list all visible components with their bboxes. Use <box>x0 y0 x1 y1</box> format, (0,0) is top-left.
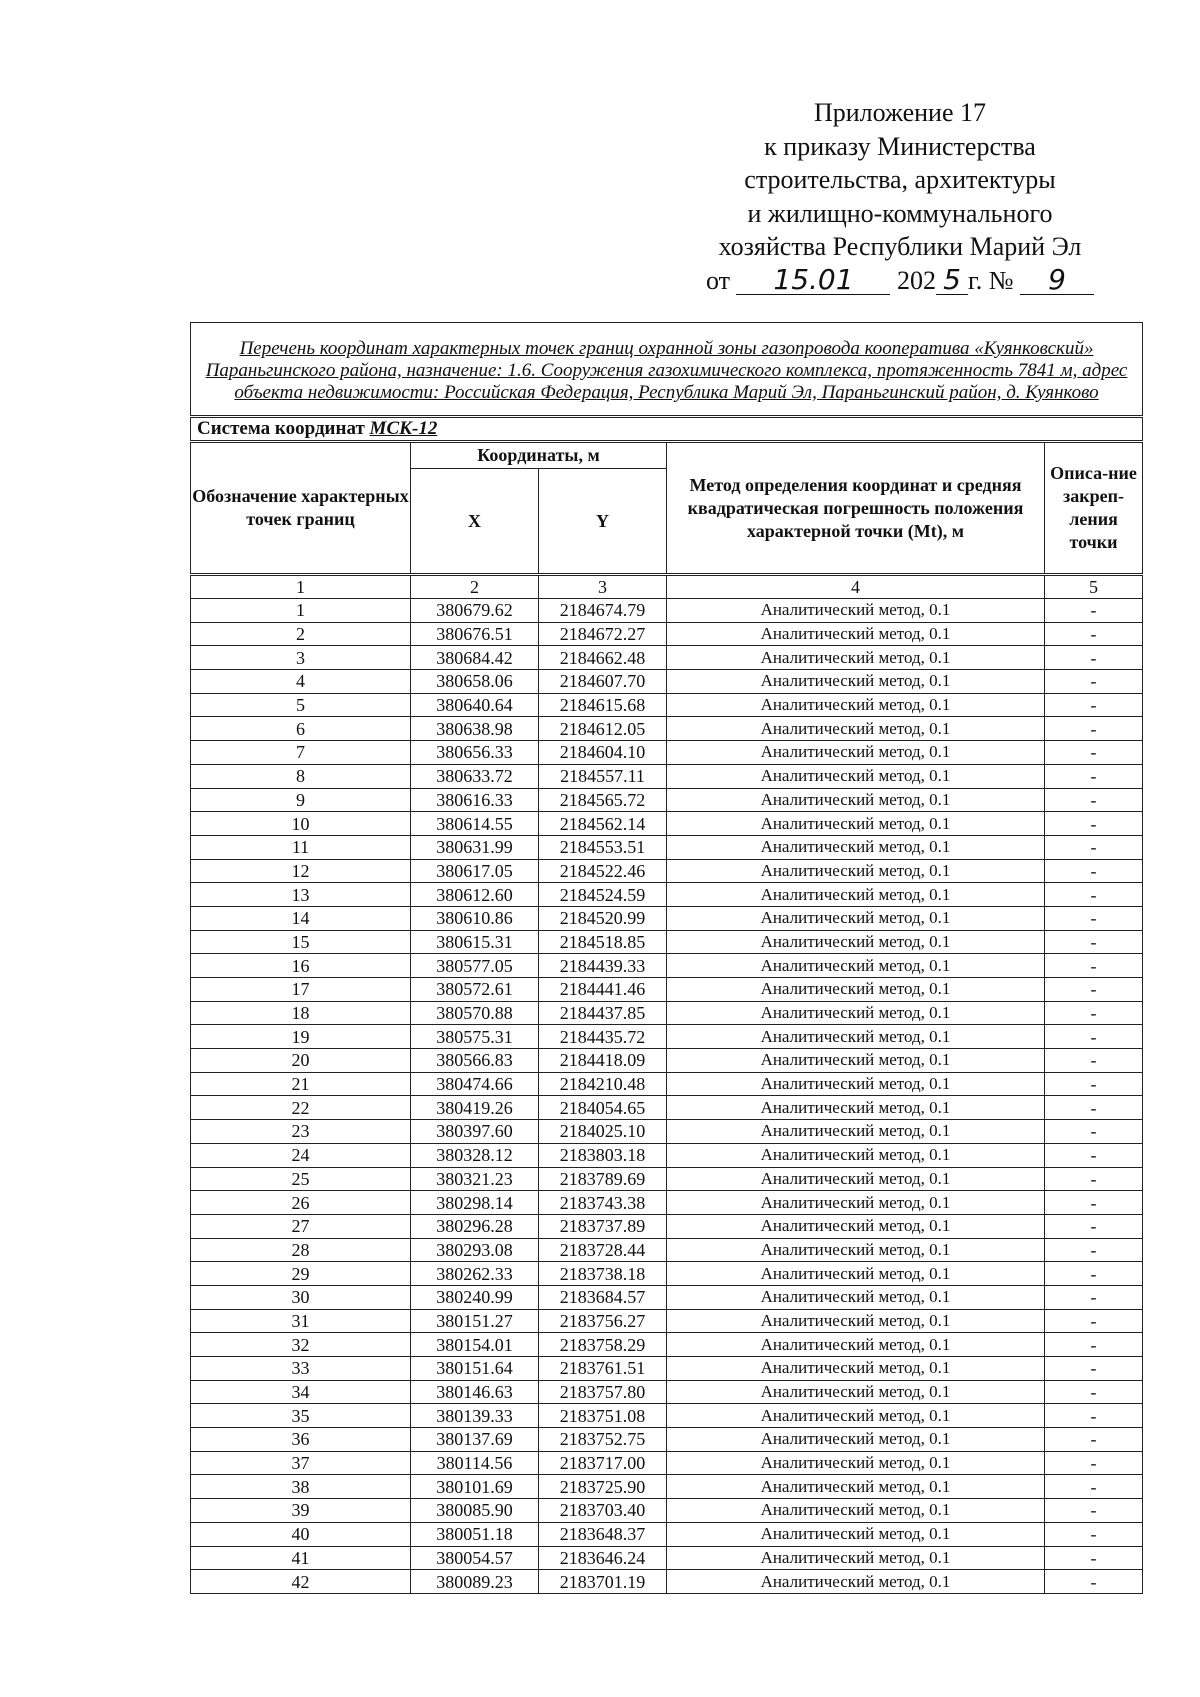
x-coordinate-cell: 380051.18 <box>411 1522 539 1546</box>
header-line: хозяйства Республики Марий Эл <box>718 232 1082 262</box>
table-row <box>191 1191 1143 1215</box>
point-number-cell: 20 <box>191 1049 411 1073</box>
y-coordinate-cell: 2184524.59 <box>539 883 667 907</box>
x-coordinate-cell: 380633.72 <box>411 764 539 788</box>
method-cell: Аналитический метод, 0.1 <box>667 859 1045 883</box>
description-cell: - <box>1045 1214 1143 1238</box>
x-coordinate-cell: 380054.57 <box>411 1546 539 1570</box>
column-number: 2 <box>411 575 539 599</box>
method-cell: Аналитический метод, 0.1 <box>667 599 1045 623</box>
x-coordinate-cell: 380638.98 <box>411 717 539 741</box>
table-row <box>191 1120 1143 1144</box>
x-coordinate-cell: 380612.60 <box>411 883 539 907</box>
method-cell: Аналитический метод, 0.1 <box>667 906 1045 930</box>
description-cell: - <box>1045 954 1143 978</box>
point-number-cell: 42 <box>191 1570 411 1594</box>
x-coordinate-cell: 380640.64 <box>411 693 539 717</box>
x-coordinate-cell: 380262.33 <box>411 1262 539 1286</box>
table-row <box>191 1072 1143 1096</box>
method-cell: Аналитический метод, 0.1 <box>667 646 1045 670</box>
x-coordinate-cell: 380615.31 <box>411 930 539 954</box>
description-cell: - <box>1045 1522 1143 1546</box>
description-cell: - <box>1045 764 1143 788</box>
table-row <box>191 1451 1143 1475</box>
x-coordinate-cell: 380566.83 <box>411 1049 539 1073</box>
table-row <box>191 1096 1143 1120</box>
y-coordinate-cell: 2184662.48 <box>539 646 667 670</box>
table-row <box>191 1333 1143 1357</box>
y-coordinate-cell: 2184441.46 <box>539 978 667 1002</box>
description-cell: - <box>1045 1499 1143 1523</box>
point-number-cell: 38 <box>191 1475 411 1499</box>
point-number-cell: 40 <box>191 1522 411 1546</box>
method-cell: Аналитический метод, 0.1 <box>667 1001 1045 1025</box>
x-coordinate-cell: 380616.33 <box>411 788 539 812</box>
point-number-cell: 9 <box>191 788 411 812</box>
method-cell: Аналитический метод, 0.1 <box>667 693 1045 717</box>
method-cell: Аналитический метод, 0.1 <box>667 1475 1045 1499</box>
x-coordinate-cell: 380151.64 <box>411 1357 539 1381</box>
method-cell: Аналитический метод, 0.1 <box>667 1570 1045 1594</box>
order-from-label: от <box>705 265 730 295</box>
y-coordinate-cell: 2183758.29 <box>539 1333 667 1357</box>
point-number-cell: 7 <box>191 741 411 765</box>
x-coordinate-cell: 380293.08 <box>411 1238 539 1262</box>
table-row <box>191 1380 1143 1404</box>
coordinates-table-body <box>191 599 1143 1594</box>
y-coordinate-cell: 2184612.05 <box>539 717 667 741</box>
x-coordinate-cell: 380089.23 <box>411 1570 539 1594</box>
method-cell: Аналитический метод, 0.1 <box>667 1238 1045 1262</box>
y-coordinate-cell: 2184522.46 <box>539 859 667 883</box>
y-coordinate-cell: 2184435.72 <box>539 1025 667 1049</box>
coord-system-row <box>191 417 1143 442</box>
x-coordinate-cell: 380085.90 <box>411 1499 539 1523</box>
point-number-cell: 41 <box>191 1546 411 1570</box>
description-cell: - <box>1045 788 1143 812</box>
table-row <box>191 741 1143 765</box>
description-cell: - <box>1045 1025 1143 1049</box>
table-row <box>191 1357 1143 1381</box>
point-number-cell: 25 <box>191 1167 411 1191</box>
point-number-cell: 21 <box>191 1072 411 1096</box>
y-coordinate-cell: 2184437.85 <box>539 1001 667 1025</box>
description-cell: - <box>1045 1096 1143 1120</box>
description-cell: - <box>1045 883 1143 907</box>
table-title: Перечень координат характерных точек границ охранной зоны газопровода кооператива «Куянковский» Параньгинского района, назначение: 1.6. Сооружения газохимического комплекса, протяженность 7841 м, адрес объекта недвижимости: Российская Федерация, Республика Марий Эл, Параньгинский район, д. Куянково <box>191 323 1143 417</box>
table-row <box>191 1262 1143 1286</box>
column-number: 5 <box>1045 575 1143 599</box>
point-number-cell: 5 <box>191 693 411 717</box>
table-row <box>191 599 1143 623</box>
table-row <box>191 1428 1143 1452</box>
method-cell: Аналитический метод, 0.1 <box>667 1025 1045 1049</box>
order-year-prefix: 202 <box>896 265 936 295</box>
point-number-cell: 13 <box>191 883 411 907</box>
table-row <box>191 930 1143 954</box>
y-coordinate-cell: 2184553.51 <box>539 835 667 859</box>
y-coordinate-cell: 2183751.08 <box>539 1404 667 1428</box>
method-cell: Аналитический метод, 0.1 <box>667 835 1045 859</box>
table-row <box>191 717 1143 741</box>
method-cell: Аналитический метод, 0.1 <box>667 741 1045 765</box>
description-cell: - <box>1045 1357 1143 1381</box>
x-coordinate-cell: 380631.99 <box>411 835 539 859</box>
y-coordinate-cell: 2184054.65 <box>539 1096 667 1120</box>
y-coordinate-cell: 2184557.11 <box>539 764 667 788</box>
header-method: Метод определения координат и средняя квадратическая погрешность положения характерной точки (Mt), м <box>667 442 1045 575</box>
method-cell: Аналитический метод, 0.1 <box>667 1072 1045 1096</box>
description-cell: - <box>1045 1451 1143 1475</box>
description-cell: - <box>1045 693 1143 717</box>
point-number-cell: 6 <box>191 717 411 741</box>
method-cell: Аналитический метод, 0.1 <box>667 1285 1045 1309</box>
point-number-cell: 34 <box>191 1380 411 1404</box>
table-row <box>191 1285 1143 1309</box>
description-cell: - <box>1045 1262 1143 1286</box>
point-number-cell: 29 <box>191 1262 411 1286</box>
x-coordinate-cell: 380146.63 <box>411 1380 539 1404</box>
order-number-handwritten: 9 <box>1020 266 1094 295</box>
table-row <box>191 812 1143 836</box>
x-coordinate-cell: 380656.33 <box>411 741 539 765</box>
order-year-suffix: г. № <box>967 265 1014 295</box>
x-coordinate-cell: 380684.42 <box>411 646 539 670</box>
table-row <box>191 693 1143 717</box>
header-line: и жилищно-коммунального <box>747 198 1053 228</box>
point-number-cell: 35 <box>191 1404 411 1428</box>
coordinates-table <box>190 322 1143 1594</box>
description-cell: - <box>1045 1309 1143 1333</box>
description-cell: - <box>1045 930 1143 954</box>
coord-system-label: Система координат <box>197 418 365 439</box>
y-coordinate-cell: 2183737.89 <box>539 1214 667 1238</box>
description-cell: - <box>1045 1546 1143 1570</box>
header-description: Описа-ние закреп-ления точки <box>1045 442 1143 575</box>
description-cell: - <box>1045 835 1143 859</box>
description-cell: - <box>1045 978 1143 1002</box>
description-cell: - <box>1045 1475 1143 1499</box>
column-number: 3 <box>539 575 667 599</box>
header-line: Приложение 17 <box>813 98 987 127</box>
description-cell: - <box>1045 741 1143 765</box>
table-row <box>191 670 1143 694</box>
description-cell: - <box>1045 599 1143 623</box>
table-row <box>191 978 1143 1002</box>
description-cell: - <box>1045 1191 1143 1215</box>
table-row <box>191 1001 1143 1025</box>
point-number-cell: 19 <box>191 1025 411 1049</box>
order-date-handwritten: 15.01 <box>736 266 890 295</box>
point-number-cell: 31 <box>191 1309 411 1333</box>
method-cell: Аналитический метод, 0.1 <box>667 764 1045 788</box>
method-cell: Аналитический метод, 0.1 <box>667 717 1045 741</box>
y-coordinate-cell: 2184518.85 <box>539 930 667 954</box>
table-row <box>191 1522 1143 1546</box>
y-coordinate-cell: 2184562.14 <box>539 812 667 836</box>
method-cell: Аналитический метод, 0.1 <box>667 1262 1045 1286</box>
y-coordinate-cell: 2183728.44 <box>539 1238 667 1262</box>
y-coordinate-cell: 2183756.27 <box>539 1309 667 1333</box>
point-number-cell: 4 <box>191 670 411 694</box>
point-number-cell: 12 <box>191 859 411 883</box>
description-cell: - <box>1045 1120 1143 1144</box>
y-coordinate-cell: 2184418.09 <box>539 1049 667 1073</box>
description-cell: - <box>1045 717 1143 741</box>
method-cell: Аналитический метод, 0.1 <box>667 788 1045 812</box>
table-row <box>191 954 1143 978</box>
description-cell: - <box>1045 646 1143 670</box>
method-cell: Аналитический метод, 0.1 <box>667 1451 1045 1475</box>
x-coordinate-cell: 380101.69 <box>411 1475 539 1499</box>
table-row <box>191 1570 1143 1594</box>
x-coordinate-cell: 380151.27 <box>411 1309 539 1333</box>
method-cell: Аналитический метод, 0.1 <box>667 1357 1045 1381</box>
y-coordinate-cell: 2183703.40 <box>539 1499 667 1523</box>
y-coordinate-cell: 2183684.57 <box>539 1285 667 1309</box>
column-number: 4 <box>667 575 1045 599</box>
order-header <box>690 96 1110 298</box>
coordinates-table-wrapper <box>190 322 1142 1594</box>
x-coordinate-cell: 380676.51 <box>411 622 539 646</box>
description-cell: - <box>1045 1001 1143 1025</box>
method-cell: Аналитический метод, 0.1 <box>667 1380 1045 1404</box>
point-number-cell: 33 <box>191 1357 411 1381</box>
point-number-cell: 2 <box>191 622 411 646</box>
method-cell: Аналитический метод, 0.1 <box>667 1214 1045 1238</box>
column-number-row <box>191 575 1143 599</box>
method-cell: Аналитический метод, 0.1 <box>667 978 1045 1002</box>
description-cell: - <box>1045 622 1143 646</box>
x-coordinate-cell: 380610.86 <box>411 906 539 930</box>
y-coordinate-cell: 2184025.10 <box>539 1120 667 1144</box>
point-number-cell: 32 <box>191 1333 411 1357</box>
x-coordinate-cell: 380328.12 <box>411 1143 539 1167</box>
y-coordinate-cell: 2184210.48 <box>539 1072 667 1096</box>
table-row <box>191 1475 1143 1499</box>
table-row <box>191 1214 1143 1238</box>
table-row <box>191 883 1143 907</box>
method-cell: Аналитический метод, 0.1 <box>667 1167 1045 1191</box>
description-cell: - <box>1045 859 1143 883</box>
method-cell: Аналитический метод, 0.1 <box>667 1499 1045 1523</box>
y-coordinate-cell: 2183757.80 <box>539 1380 667 1404</box>
point-number-cell: 1 <box>191 599 411 623</box>
table-row <box>191 646 1143 670</box>
header-coords: Координаты, м <box>411 442 667 469</box>
y-coordinate-cell: 2184565.72 <box>539 788 667 812</box>
x-coordinate-cell: 380296.28 <box>411 1214 539 1238</box>
y-coordinate-cell: 2183743.38 <box>539 1191 667 1215</box>
table-row <box>191 1049 1143 1073</box>
x-coordinate-cell: 380614.55 <box>411 812 539 836</box>
point-number-cell: 18 <box>191 1001 411 1025</box>
point-number-cell: 15 <box>191 930 411 954</box>
method-cell: Аналитический метод, 0.1 <box>667 954 1045 978</box>
table-row <box>191 906 1143 930</box>
table-row <box>191 1404 1143 1428</box>
x-coordinate-cell: 380139.33 <box>411 1404 539 1428</box>
table-row <box>191 1499 1143 1523</box>
table-row <box>191 859 1143 883</box>
x-coordinate-cell: 380570.88 <box>411 1001 539 1025</box>
point-number-cell: 39 <box>191 1499 411 1523</box>
method-cell: Аналитический метод, 0.1 <box>667 1191 1045 1215</box>
x-coordinate-cell: 380240.99 <box>411 1285 539 1309</box>
description-cell: - <box>1045 1143 1143 1167</box>
x-coordinate-cell: 380575.31 <box>411 1025 539 1049</box>
y-coordinate-cell: 2184672.27 <box>539 622 667 646</box>
y-coordinate-cell: 2183648.37 <box>539 1522 667 1546</box>
table-row <box>191 1546 1143 1570</box>
point-number-cell: 27 <box>191 1214 411 1238</box>
y-coordinate-cell: 2183789.69 <box>539 1167 667 1191</box>
method-cell: Аналитический метод, 0.1 <box>667 1049 1045 1073</box>
table-row <box>191 1143 1143 1167</box>
description-cell: - <box>1045 1072 1143 1096</box>
method-cell: Аналитический метод, 0.1 <box>667 1404 1045 1428</box>
point-number-cell: 3 <box>191 646 411 670</box>
description-cell: - <box>1045 812 1143 836</box>
method-cell: Аналитический метод, 0.1 <box>667 1096 1045 1120</box>
description-cell: - <box>1045 1167 1143 1191</box>
description-cell: - <box>1045 1333 1143 1357</box>
description-cell: - <box>1045 670 1143 694</box>
description-cell: - <box>1045 1380 1143 1404</box>
x-coordinate-cell: 380474.66 <box>411 1072 539 1096</box>
point-number-cell: 10 <box>191 812 411 836</box>
point-number-cell: 37 <box>191 1451 411 1475</box>
point-number-cell: 16 <box>191 954 411 978</box>
x-coordinate-cell: 380679.62 <box>411 599 539 623</box>
header-line: строительства, архитектуры <box>744 165 1056 195</box>
header-x: X <box>411 469 539 575</box>
point-number-cell: 36 <box>191 1428 411 1452</box>
order-year-digit-handwritten: 5 <box>936 266 968 295</box>
y-coordinate-cell: 2184674.79 <box>539 599 667 623</box>
order-date-line <box>690 264 1110 298</box>
point-number-cell: 11 <box>191 835 411 859</box>
description-cell: - <box>1045 1428 1143 1452</box>
y-coordinate-cell: 2184615.68 <box>539 693 667 717</box>
y-coordinate-cell: 2183646.24 <box>539 1546 667 1570</box>
table-row <box>191 835 1143 859</box>
point-number-cell: 23 <box>191 1120 411 1144</box>
point-number-cell: 22 <box>191 1096 411 1120</box>
y-coordinate-cell: 2183752.75 <box>539 1428 667 1452</box>
point-number-cell: 26 <box>191 1191 411 1215</box>
y-coordinate-cell: 2183725.90 <box>539 1475 667 1499</box>
x-coordinate-cell: 380397.60 <box>411 1120 539 1144</box>
y-coordinate-cell: 2184604.10 <box>539 741 667 765</box>
method-cell: Аналитический метод, 0.1 <box>667 1333 1045 1357</box>
point-number-cell: 24 <box>191 1143 411 1167</box>
description-cell: - <box>1045 1570 1143 1594</box>
method-cell: Аналитический метод, 0.1 <box>667 883 1045 907</box>
table-row <box>191 1025 1143 1049</box>
description-cell: - <box>1045 1238 1143 1262</box>
method-cell: Аналитический метод, 0.1 <box>667 670 1045 694</box>
table-row <box>191 1309 1143 1333</box>
x-coordinate-cell: 380419.26 <box>411 1096 539 1120</box>
method-cell: Аналитический метод, 0.1 <box>667 1309 1045 1333</box>
method-cell: Аналитический метод, 0.1 <box>667 622 1045 646</box>
point-number-cell: 17 <box>191 978 411 1002</box>
header-line: к приказу Министерства <box>764 131 1036 161</box>
x-coordinate-cell: 380321.23 <box>411 1167 539 1191</box>
y-coordinate-cell: 2184439.33 <box>539 954 667 978</box>
table-row <box>191 764 1143 788</box>
table-row <box>191 622 1143 646</box>
method-cell: Аналитический метод, 0.1 <box>667 1546 1045 1570</box>
y-coordinate-cell: 2184520.99 <box>539 906 667 930</box>
description-cell: - <box>1045 1049 1143 1073</box>
x-coordinate-cell: 380137.69 <box>411 1428 539 1452</box>
method-cell: Аналитический метод, 0.1 <box>667 1120 1045 1144</box>
header-y: Y <box>539 469 667 575</box>
method-cell: Аналитический метод, 0.1 <box>667 1143 1045 1167</box>
x-coordinate-cell: 380572.61 <box>411 978 539 1002</box>
y-coordinate-cell: 2184607.70 <box>539 670 667 694</box>
table-row <box>191 1238 1143 1262</box>
column-number: 1 <box>191 575 411 599</box>
y-coordinate-cell: 2183717.00 <box>539 1451 667 1475</box>
method-cell: Аналитический метод, 0.1 <box>667 812 1045 836</box>
point-number-cell: 8 <box>191 764 411 788</box>
method-cell: Аналитический метод, 0.1 <box>667 1428 1045 1452</box>
y-coordinate-cell: 2183738.18 <box>539 1262 667 1286</box>
coord-system-value: МСК-12 <box>369 418 438 439</box>
description-cell: - <box>1045 906 1143 930</box>
x-coordinate-cell: 380298.14 <box>411 1191 539 1215</box>
method-cell: Аналитический метод, 0.1 <box>667 1522 1045 1546</box>
table-row <box>191 788 1143 812</box>
description-cell: - <box>1045 1285 1143 1309</box>
x-coordinate-cell: 380617.05 <box>411 859 539 883</box>
table-row <box>191 1167 1143 1191</box>
y-coordinate-cell: 2183761.51 <box>539 1357 667 1381</box>
description-cell: - <box>1045 1404 1143 1428</box>
method-cell: Аналитический метод, 0.1 <box>667 930 1045 954</box>
point-number-cell: 14 <box>191 906 411 930</box>
x-coordinate-cell: 380577.05 <box>411 954 539 978</box>
point-number-cell: 28 <box>191 1238 411 1262</box>
x-coordinate-cell: 380658.06 <box>411 670 539 694</box>
point-number-cell: 30 <box>191 1285 411 1309</box>
header-point: Обозначение характерных точек границ <box>191 442 411 575</box>
x-coordinate-cell: 380114.56 <box>411 1451 539 1475</box>
x-coordinate-cell: 380154.01 <box>411 1333 539 1357</box>
y-coordinate-cell: 2183803.18 <box>539 1143 667 1167</box>
y-coordinate-cell: 2183701.19 <box>539 1570 667 1594</box>
